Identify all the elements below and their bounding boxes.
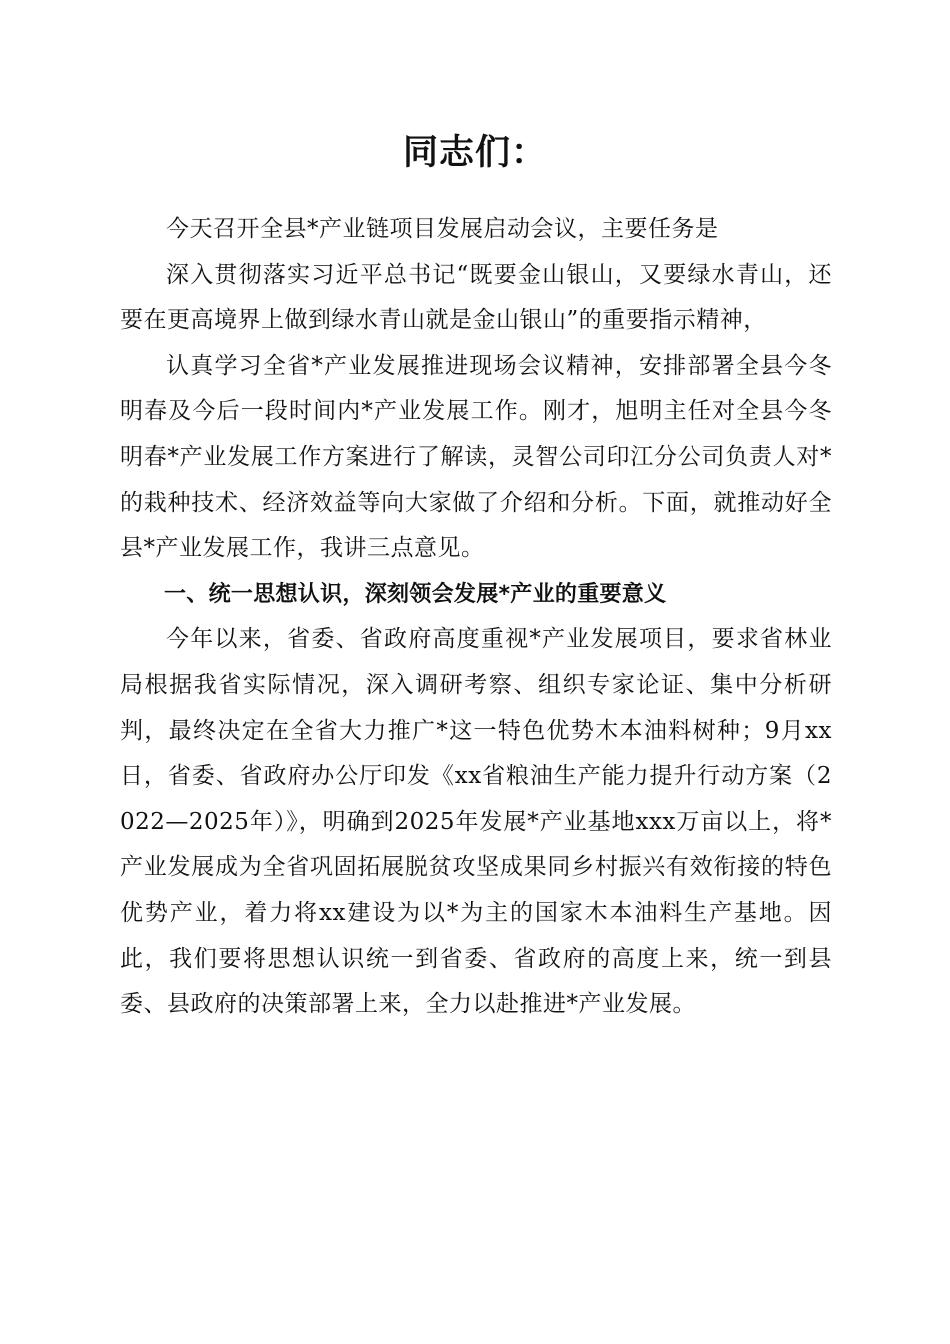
page-title: 同志们： [402,133,547,173]
document-body [120,207,832,1028]
paragraph-meeting: 认真学习全省*产业发展推进现场会议精神，安排部署全县今冬明春及今后一段时间内*产业发展工作。刚才，旭明主任对全县今冬明春*产业发展工作方案进行了解读，灵智公司印江分公司负责人对*的栽种技术、经济效益等向大家做了介绍和分析。下面，就推动好全县*产业发展工作，我讲三点意见。 [120,352,832,562]
paragraph-spirit: 深入贯彻落实习近平总书记“既要金山银山，又要绿水青山，还要在更高境界上做到绿水青山就是金山银山”的重要指示精神， [120,261,832,334]
paragraph-section-body: 今年以来，省委、省政府高度重视*产业发展项目，要求省林业局根据我省实际情况，深入调研考察、组织专家论证、集中分析研判，最终决定在全省大力推广*这一特色优势木本油料树种；9月xx日，省委、省政府办公厅印发《xx省粮油生产能力提升行动方案（2022—2025年）》，明确到2025年发展*产业基地xxx万亩以上，将*产业发展成为全省巩固拓展脱贫攻坚成果同乡村振兴有效衔接的特色优势产业，着力将xx建设为以*为主的国家木本油料生产基地。因此，我们要将思想认识统一到省委、省政府的高度上来，统一到县委、县政府的决策部署上来，全力以赴推进*产业发展。 [120,626,832,1018]
paragraph-intro: 今天召开全县*产业链项目发展启动会议，主要任务是 [166,216,719,242]
section-heading: 一、统一思想认识，深刻领会发展*产业的重要意义 [164,581,667,607]
